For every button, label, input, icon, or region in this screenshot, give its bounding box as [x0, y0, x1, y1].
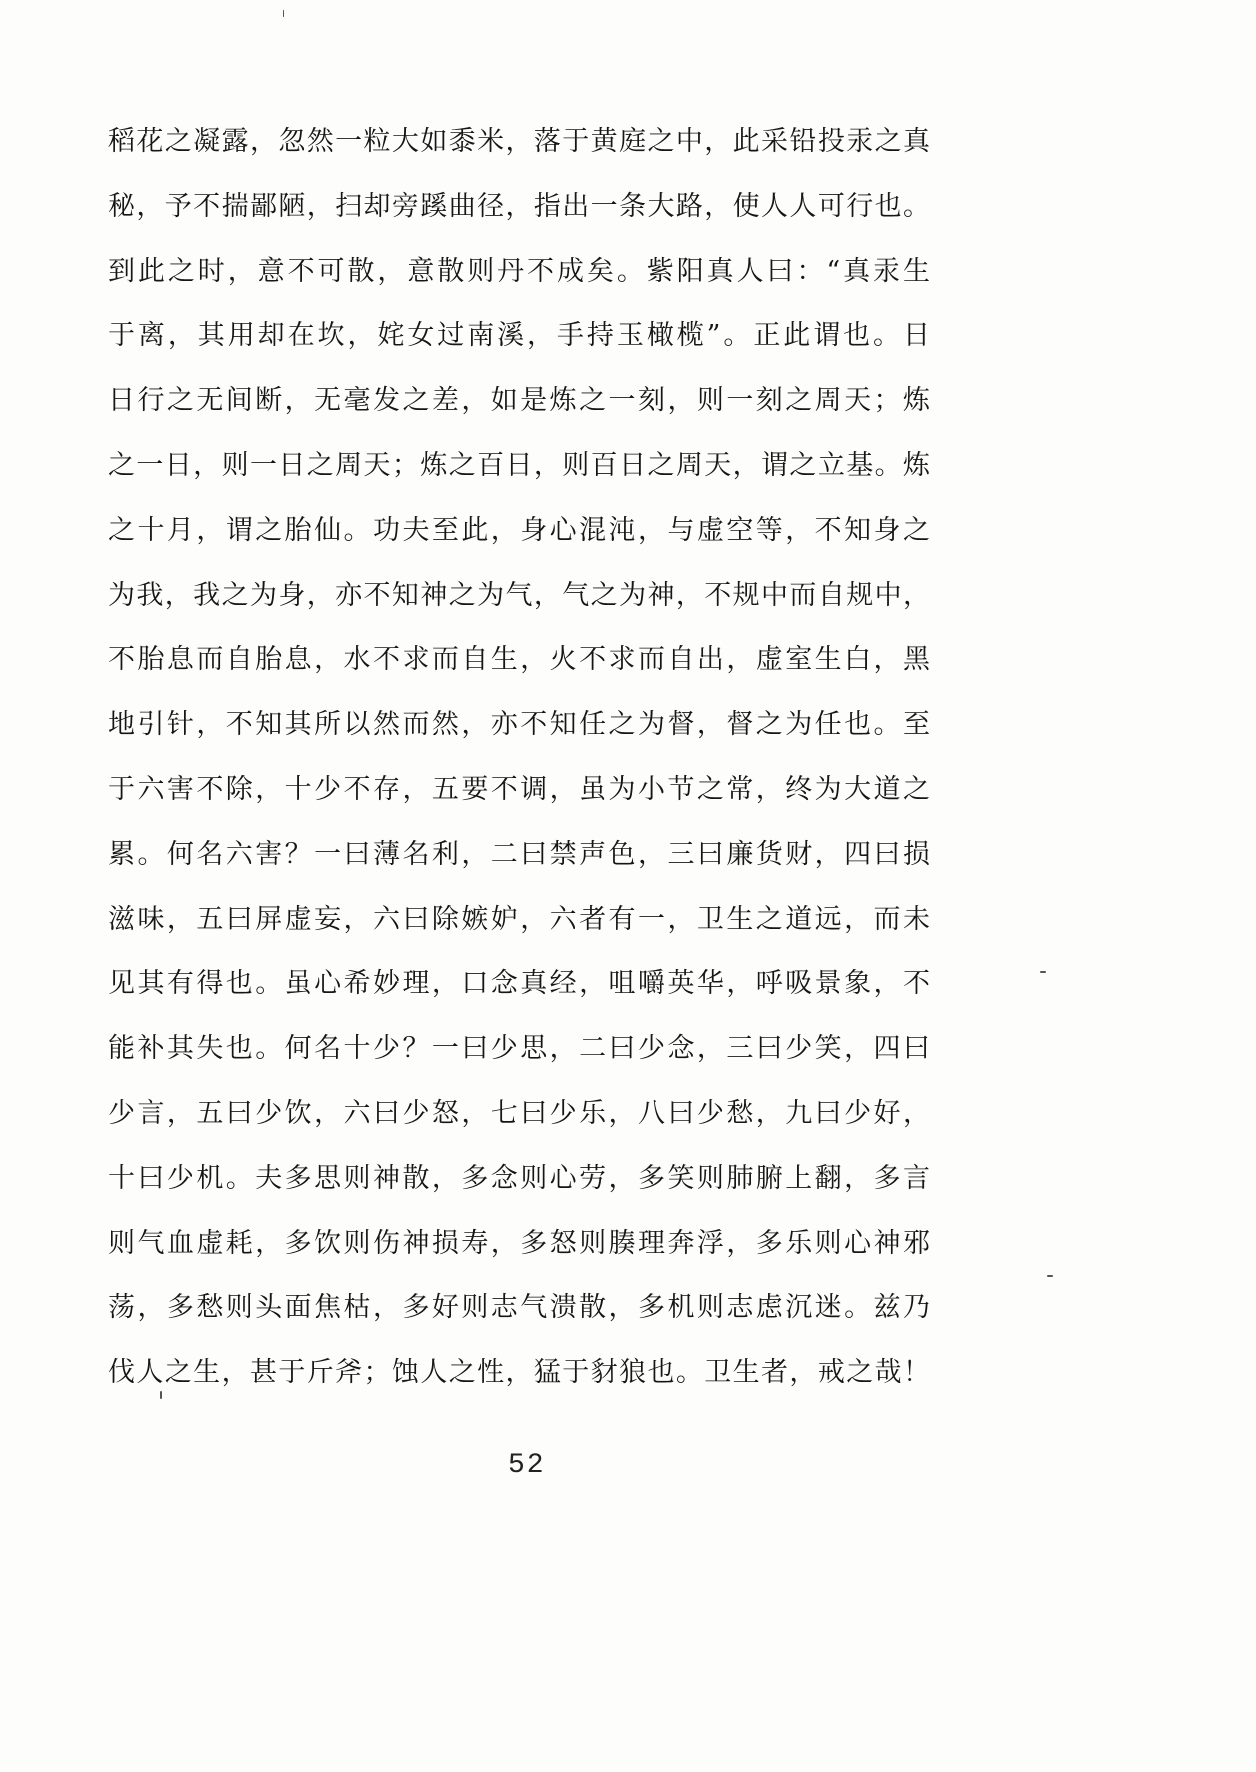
text-line: 到此之时，意不可散，意散则丹不成矣。紫阳真人曰：“真汞生 [108, 255, 930, 287]
text-line: 见其有得也。虽心希妙理，口念真经，咀嚼英华，呼吸景象，不 [108, 968, 930, 1000]
text-line: 为我，我之为身，亦不知神之为气，气之为神，不规中而自规中， [108, 579, 930, 611]
text-line: 之十月，谓之胎仙。功夫至此，身心混沌，与虚空等，不知身之 [108, 514, 930, 546]
text-line: 十曰少机。夫多思则神散，多念则心劳，多笑则肺腑上翻，多言 [108, 1162, 930, 1194]
text-line: 累。何名六害？一曰薄名利，二曰禁声色，三曰廉货财，四曰损 [108, 838, 930, 870]
text-line: 则气血虚耗，多饮则伤神损寿，多怒则腠理奔浮，多乐则心神邪 [108, 1227, 930, 1259]
scan-speck [283, 10, 284, 17]
page-number: 52 [508, 1450, 546, 1481]
text-line: 滋味，五曰屏虚妄，六曰除嫉妒，六者有一，卫生之道远，而未 [108, 903, 930, 935]
text-line: 之一日，则一日之周天；炼之百日，则百日之周天，谓之立基。炼 [108, 449, 930, 481]
text-line: 秘，予不揣鄙陋，扫却旁蹊曲径，指出一条大路，使人人可行也。 [108, 190, 930, 222]
text-line: 日行之无间断，无毫发之差，如是炼之一刻，则一刻之周天；炼 [108, 385, 930, 417]
text-line: 于六害不除，十少不存，五要不调，虽为小节之常，终为大道之 [108, 773, 930, 805]
text-line: 于离，其用却在坎，姹女过南溪，手持玉橄榄”。正此谓也。日 [108, 320, 930, 352]
text-line: 少言，五曰少饮，六曰少怒，七曰少乐，八曰少愁，九曰少好， [108, 1097, 930, 1129]
scan-speck [1040, 971, 1046, 973]
text-line: 荡，多愁则头面焦枯，多好则志气溃散，多机则志虑沉迷。兹乃 [108, 1292, 930, 1324]
text-line: 伐人之生，甚于斤斧；蚀人之性，猛于豺狼也。卫生者，戒之哉！ [108, 1357, 930, 1389]
text-line: 能补其失也。何名十少？一曰少思，二曰少念，三曰少笑，四曰 [108, 1033, 930, 1065]
text-body [108, 110, 930, 1406]
text-line: 不胎息而自胎息，水不求而自生，火不求而自出，虚室生白，黑 [108, 644, 930, 676]
scan-speck [1047, 1275, 1053, 1277]
text-line: 稻花之凝露，忽然一粒大如黍米，落于黄庭之中，此采铅投汞之真 [108, 126, 930, 157]
text-line: 地引针，不知其所以然而然，亦不知任之为督，督之为任也。至 [108, 709, 930, 741]
